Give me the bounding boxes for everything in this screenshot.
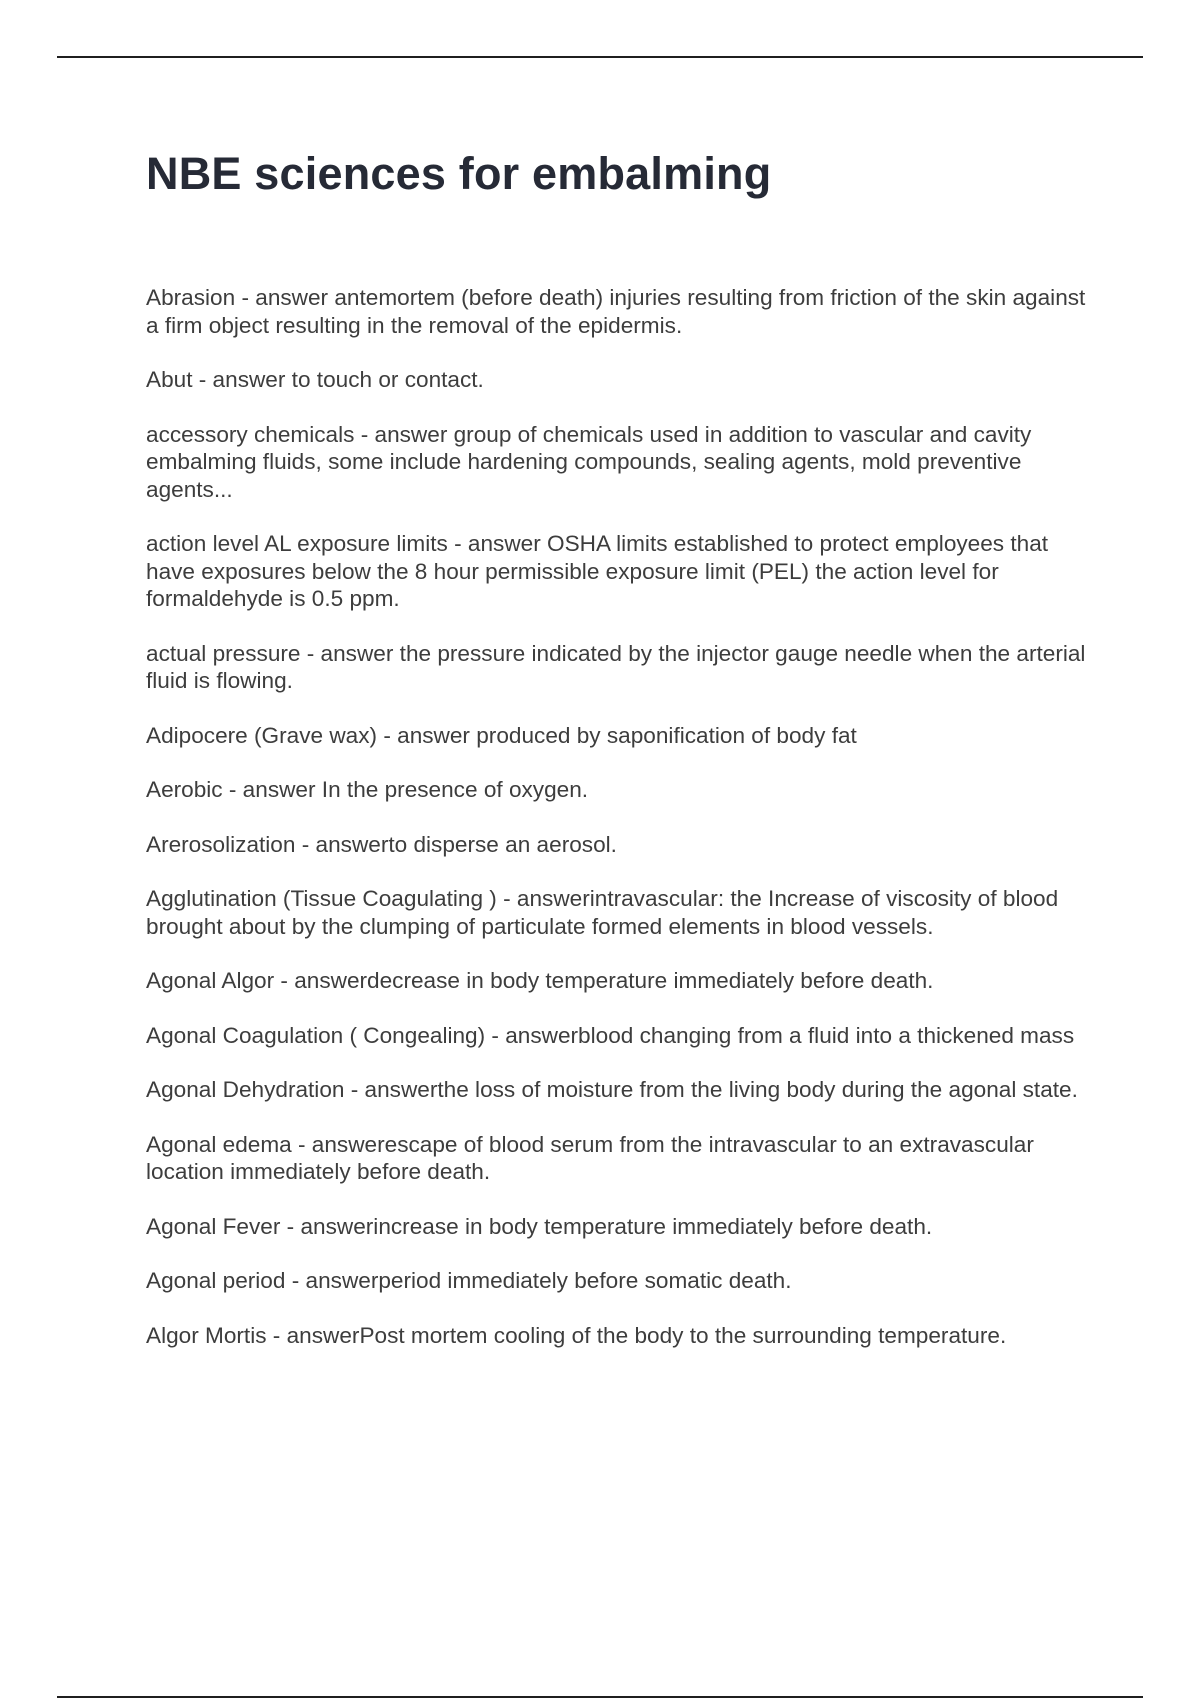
glossary-entry: Agonal edema - answerescape of blood serum from the intravascular to an extravascular location immediately before death. (146, 1131, 1034, 1184)
glossary-entry: Agonal Dehydration - answerthe loss of moisture from the living body during the agonal state. (146, 1077, 1078, 1102)
glossary-entry: Agglutination (Tissue Coagulating ) - answerintravascular: the Increase of viscosity of blood brought about by the clumping of particulate formed elements in blood vessels. (146, 886, 1059, 939)
glossary-entry: Aerobic - answer In the presence of oxygen. (146, 777, 589, 802)
glossary-entry: Agonal Algor - answerdecrease in body temperature immediately before death. (146, 968, 934, 993)
top-divider (57, 56, 1143, 58)
glossary-entry: Algor Mortis - answerPost mortem cooling of the body to the surrounding temperature. (146, 1322, 1007, 1348)
glossary-entry: Adipocere (Grave wax) - answer produced by saponification of body fat (146, 722, 857, 748)
glossary-list (146, 284, 1086, 1376)
document-title: NBE sciences for embalming (146, 148, 772, 199)
glossary-entry: action level AL exposure limits - answer OSHA limits established to protect employees that have exposures below the 8 hour permissible exposure limit (PEL) the action level for formaldehyde is 0.5 ppm. (146, 531, 1049, 611)
glossary-entry: Agonal Fever - answerincrease in body temperature immediately before death. (146, 1213, 933, 1239)
glossary-entry: accessory chemicals - answer group of chemicals used in addition to vascular and cavity embalming fluids, some include hardening compounds, sealing agents, mold preventive agents... (146, 421, 1032, 502)
glossary-entry: actual pressure - answer the pressure indicated by the injector gauge needle when the arterial fluid is flowing. (146, 640, 1086, 693)
glossary-entry: Agonal Coagulation ( Congealing) - answerblood changing from a fluid into a thickened mass (146, 1022, 1075, 1048)
glossary-entry: Agonal period - answerperiod immediately before somatic death. (146, 1268, 792, 1293)
bottom-divider (57, 1696, 1143, 1698)
glossary-entry: Arerosolization - answerto disperse an aerosol. (146, 831, 617, 857)
glossary-entry: Abrasion - answer antemortem (before death) injuries resulting from friction of the skin against a firm object resulting in the removal of the epidermis. (146, 285, 1086, 338)
glossary-entry: Abut - answer to touch or contact. (146, 367, 484, 392)
